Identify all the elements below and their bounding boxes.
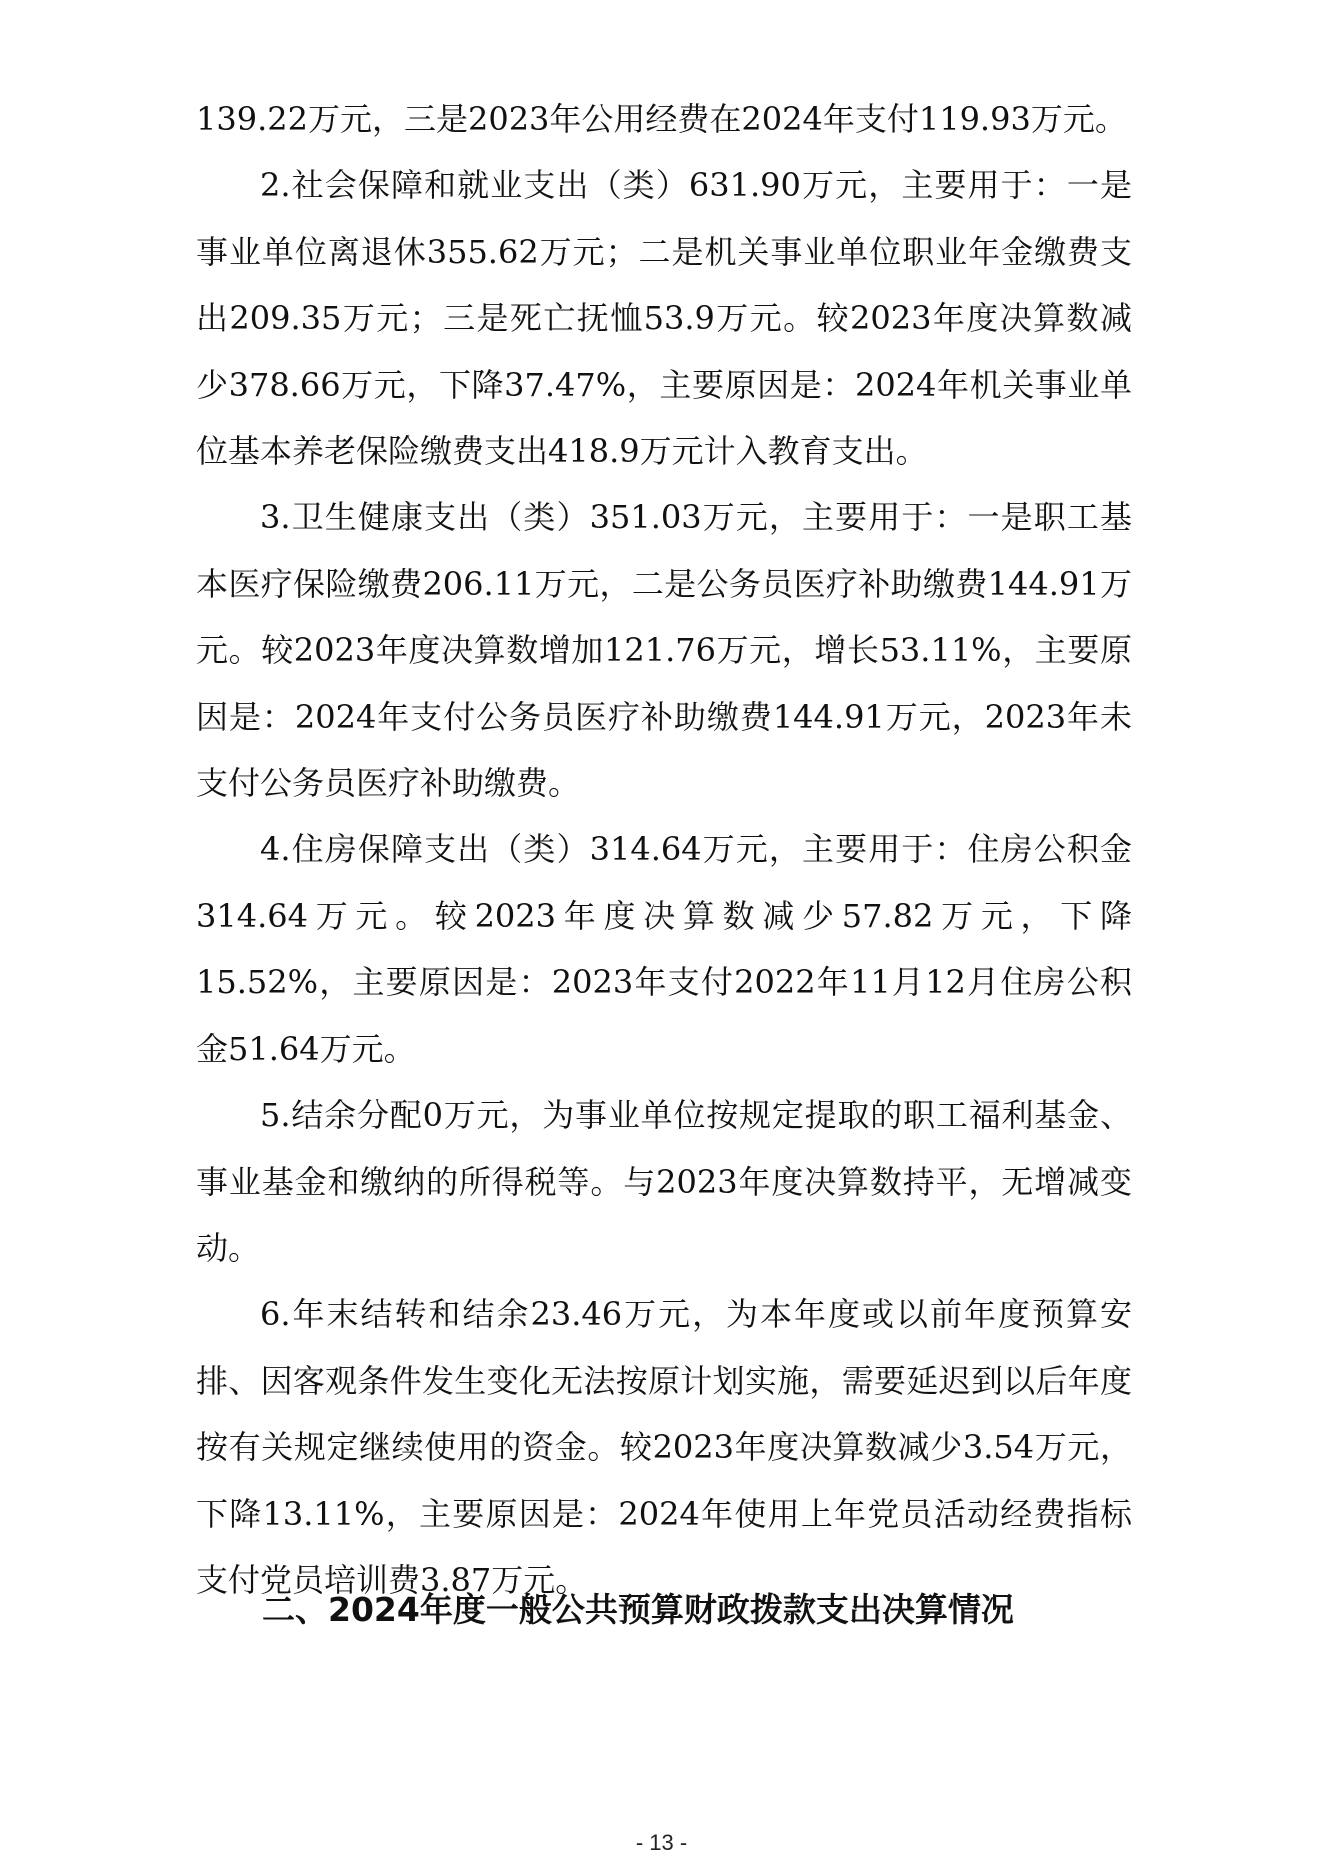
paragraph-year-end-carryover: 6.年末结转和结余23.46万元，为本年度或以前年度预算安排、因客观条件发生变化无法按原计划实施，需要延迟到以后年度按有关规定继续使用的资金。较2023年度决算数减少3.54万元，下降13.11%，主要原因是：2024年使用上年党员活动经费指标支付党员培训费3.87万元。 bbox=[196, 1295, 1132, 1599]
paragraph-health: 3.卫生健康支出（类）351.03万元，主要用于：一是职工基本医疗保险缴费206.11万元，二是公务员医疗补助缴费144.91万元。较2023年度决算数增加121.76万元，增长53.11%，主要原因是：2024年支付公务员医疗补助缴费144.91万元，2023年未支付公务员医疗补助缴费。 bbox=[196, 498, 1132, 803]
paragraph-surplus-distribution: 5.结余分配0万元，为事业单位按规定提取的职工福利基金、事业基金和缴纳的所得税等。与2023年度决算数持平，无增减变动。 bbox=[196, 1096, 1132, 1267]
paragraph-social-security: 2.社会保障和就业支出（类）631.90万元，主要用于：一是事业单位离退休355.62万元；二是机关事业单位职业年金缴费支出209.35万元；三是死亡抚恤53.9万元。较2023年度决算数减少378.66万元，下降37.47%，主要原因是：2024年机关事业单位基本养老保险缴费支出418.9万元计入教育支出。 bbox=[196, 166, 1132, 471]
body-text bbox=[196, 86, 1132, 1613]
page-number: - 13 - bbox=[635, 1830, 688, 1855]
paragraph-housing: 4.住房保障支出（类）314.64万元，主要用于：住房公积金314.64万元。较2023年度决算数减少57.82万元，下降15.52%，主要原因是：2023年支付2022年11月12月住房公积金51.64万元。 bbox=[196, 830, 1132, 1068]
paragraph-continuation: 139.22万元，三是2023年公用经费在2024年支付119.93万元。 bbox=[196, 100, 1127, 138]
section-heading: 二、2024年度一般公共预算财政拨款支出决算情况 bbox=[262, 1590, 1014, 1629]
